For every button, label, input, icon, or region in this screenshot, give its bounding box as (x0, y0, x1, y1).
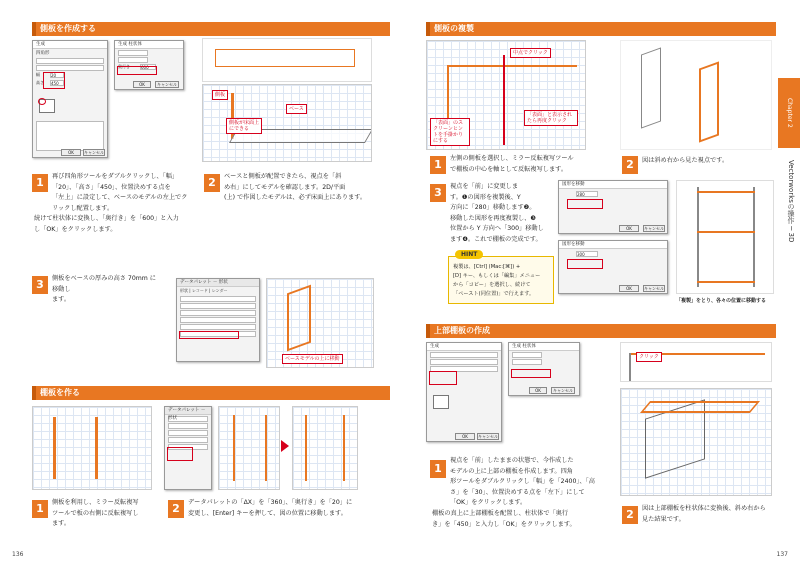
dialog-layer-field[interactable] (36, 65, 104, 71)
right-board-model (699, 61, 719, 142)
extrude-dialog (114, 40, 184, 90)
step-number: 2 (622, 506, 638, 524)
depth-label: 奥行き (118, 64, 130, 69)
size-highlight (429, 371, 457, 385)
cancel-button[interactable]: キャンセル (644, 286, 664, 291)
base-rect-outline (215, 49, 355, 67)
oblique-right-view (620, 40, 772, 150)
top-view-drawing (202, 38, 372, 82)
ok-button[interactable]: OK (61, 149, 81, 156)
cancel-button[interactable]: キャンセル (84, 150, 104, 155)
step-number: 3 (430, 184, 446, 202)
ok-button[interactable]: OK (529, 387, 547, 394)
step-number: 2 (204, 174, 220, 192)
hint-box (448, 251, 554, 304)
hint-label: HINT (455, 250, 483, 259)
top-shelf-step2-text: 図は上部棚板を柱状体に変換後、斜め右から 見た結果です。 (642, 505, 766, 523)
dialog-properties (36, 121, 104, 151)
cancel-button[interactable]: キャンセル (553, 388, 573, 393)
dialog-title: 生成 柱状体 (509, 343, 579, 351)
after-move-view (292, 406, 358, 490)
palette-row (168, 437, 208, 443)
ok-button[interactable]: OK (619, 285, 639, 292)
anchor-point-selector[interactable] (433, 395, 449, 409)
before-move-view (218, 406, 280, 490)
page-number: 136 (12, 551, 24, 558)
step-number: 2 (168, 500, 184, 518)
move-callout: ベースモデルの上に移動 (282, 354, 343, 364)
board-line (233, 415, 235, 481)
move-dialog-title: 図形を移動 (559, 181, 667, 189)
palette-row (180, 317, 256, 323)
delta-x-depth-highlight (167, 447, 193, 461)
dup-step1-text: 左側の側板を選択し、ミラー反転複写ツール で棚板の中心を軸として反転複写します。 (450, 155, 574, 173)
dialog-title: 生成 (33, 41, 107, 49)
palette-row (180, 310, 256, 316)
top-shelf-model (640, 401, 760, 413)
dialog-row[interactable] (512, 359, 542, 365)
board-line (305, 415, 307, 481)
chapter-tab: Chapter 2 (778, 78, 800, 148)
move-y-field[interactable]: 300 (576, 251, 598, 257)
mirror-copy-view (32, 406, 152, 490)
cancel-button[interactable]: キャンセル (478, 434, 498, 439)
ok-button[interactable]: OK (619, 225, 639, 232)
dup-step3-text: 視点を「前」に変更しま す。❶の図形を複製後、Y 方向に「280」移動します❷。 移動した図形を再度複製し、❸ 位置から Y 方向へ「300」移動し ます❹。これで棚板の完成です。 (450, 183, 544, 243)
mirrored-side-board (95, 417, 98, 479)
s2-step1-text: 側板を利用し、ミラー反転複写 ツールで板の右側に反転複写し ます。 (52, 499, 139, 527)
width-height-highlight (43, 72, 65, 89)
left-side-board (53, 417, 56, 479)
section-title-top-shelf: 上部棚板の作成 (426, 324, 776, 338)
top-shelf-step1-text-cont: 棚板の真上に上部棚板を配置し、柱状体で「奥行 き」を「450」と入力し「OK」をクリックします。 (432, 510, 576, 528)
delta-x-field[interactable] (118, 50, 148, 56)
section-title-duplicate: 側板の複製 (426, 22, 776, 36)
dialog-title: 生成 (427, 343, 501, 351)
move-y-field[interactable]: 280 (576, 191, 598, 197)
depth-highlight (117, 66, 157, 75)
floor-callout: 側板が床面上にできる (226, 118, 262, 134)
shelf-board (697, 281, 755, 283)
side-running-title: Vectorworksの操作 ─ 3D (787, 160, 795, 243)
move-y-highlight (567, 199, 603, 209)
palette-row (180, 303, 256, 309)
step-number: 1 (32, 174, 48, 192)
depth-field[interactable]: 600 (140, 64, 156, 70)
left-board-model (641, 47, 661, 128)
mirror-axis-line (503, 55, 505, 145)
dialog2-title: 生成 柱状体 (115, 41, 183, 49)
top-shelf-extrude-dialog (508, 342, 580, 396)
palette-row (168, 430, 208, 436)
section-title-shelf: 棚板を作る (32, 386, 390, 400)
dialog-row[interactable] (430, 352, 498, 358)
screenhint-callout: 「表面」のスクリーンヒントを手掛かりにする (430, 118, 470, 146)
moved-side-board (287, 285, 311, 352)
step-number: 1 (430, 156, 446, 174)
width-label: 幅 (36, 72, 40, 77)
ok-button[interactable]: OK (455, 433, 475, 440)
step1-text-cont: 続けて柱状体に変換し、「奥行き」を「600」と入力 し「OK」をクリックします。 (34, 215, 179, 233)
palette-row (180, 296, 256, 302)
hint-text: 複製は、[Ctrl] (Mac:[⌘]) + [D] キー、もしくは「編集」メニュー から「コピー」を選択し、続けて 「ペースト(同位置)」で行えます。 (453, 264, 541, 297)
top-left-anchor-highlight (38, 98, 46, 105)
click-callout: クリック (636, 352, 662, 362)
dialog-row[interactable] (512, 352, 542, 358)
s2-step2-text: データパレットの「ΔX」を「360」、「奥行き」を「20」に 変更し、[Enter] キーを押して、図の位置に移動します。 (188, 499, 353, 517)
dialog-row[interactable] (430, 359, 498, 365)
step-number: 3 (32, 276, 48, 294)
side-board-callout: 側板 (212, 90, 228, 100)
height-z-highlight (179, 331, 239, 339)
data-palette (176, 278, 260, 362)
arrow-right-icon (281, 440, 289, 452)
base-callout: ベース (286, 104, 307, 114)
cancel-button[interactable]: キャンセル (644, 226, 664, 231)
step1-text: 再び四角形ツールをダブルクリックし、「幅」 「20」、「高さ」「450」、位置決めする点を 「左上」に設定して、ベースのモデルの左上でク リックし配置します。 (52, 173, 188, 212)
step-number: 1 (32, 500, 48, 518)
surface-callout: 「表面」と表示されたら再度クリック (524, 110, 578, 126)
height-field[interactable]: 450 (50, 80, 64, 86)
left-post (697, 187, 699, 287)
shelf-board (697, 231, 755, 233)
step-number: 1 (430, 460, 446, 478)
move-dialog-1 (558, 180, 668, 234)
dialog-shape-label: 四角形 (36, 51, 50, 56)
step-number: 2 (622, 156, 638, 174)
board-line (265, 415, 267, 481)
height-label: 高さ (36, 80, 44, 85)
front-view-top-shelf (620, 342, 772, 382)
top-shelf-rect-dialog (426, 342, 502, 442)
board-line (447, 65, 577, 67)
front-view-shelves (676, 180, 774, 294)
right-post (753, 187, 755, 287)
board-line (343, 415, 345, 481)
data-palette-2 (164, 406, 212, 490)
width-field[interactable]: 20 (50, 72, 64, 78)
post-line (629, 353, 631, 381)
palette-row (168, 423, 208, 429)
top-shelf-step1-text: 視点を「前」したままの状態で、今作成した モデルの上に上部の棚板を作成します。四角 形ツールをダブルクリックし「幅」を「2400」、「高 さ」を「30」、位置決めする点を「左下」にして 「OK」をクリックします。 (450, 457, 595, 506)
cancel-button-2[interactable]: キャンセル (157, 82, 177, 87)
dialog-class-field[interactable] (36, 58, 104, 64)
move-dialog-2 (558, 240, 668, 294)
ok-button-2[interactable]: OK (133, 81, 151, 88)
move-dialog-title: 図形を移動 (559, 241, 667, 249)
duplicate-caption: 「複製」をとり、各々の位置に移動する (676, 298, 767, 304)
shelf-board (697, 191, 755, 193)
oblique-top-shelf-view (620, 388, 772, 496)
step2-text: ベースと側板が配置できたら、視点を「斜 め右」にしてモデルを確認します。2D/平面 (上) で作図したモデルは、必ず床面上にあります。 (224, 173, 367, 201)
right-page (400, 0, 800, 564)
dup-step2-text: 図は斜め右から見た視点です。 (642, 157, 729, 164)
palette-title: データパレット － 形状 (177, 279, 259, 287)
rectangle-settings-dialog (32, 40, 108, 158)
depth-highlight (511, 369, 551, 378)
step3-text: 側板をベースの厚みの高さ 70mm に移動し ます。 (52, 275, 156, 303)
move-y-highlight (567, 259, 603, 269)
palette-title-2: データパレット － 形状 (165, 407, 211, 415)
section-title-side-board: 側板を作成する (32, 22, 390, 36)
delta-y-field[interactable] (118, 57, 148, 63)
palette-row (180, 324, 256, 330)
page-number: 137 (776, 551, 788, 558)
midpoint-callout: 中点でクリック (510, 48, 551, 58)
palette-tabs[interactable]: 形状 | レコード | レンダー (180, 288, 228, 293)
